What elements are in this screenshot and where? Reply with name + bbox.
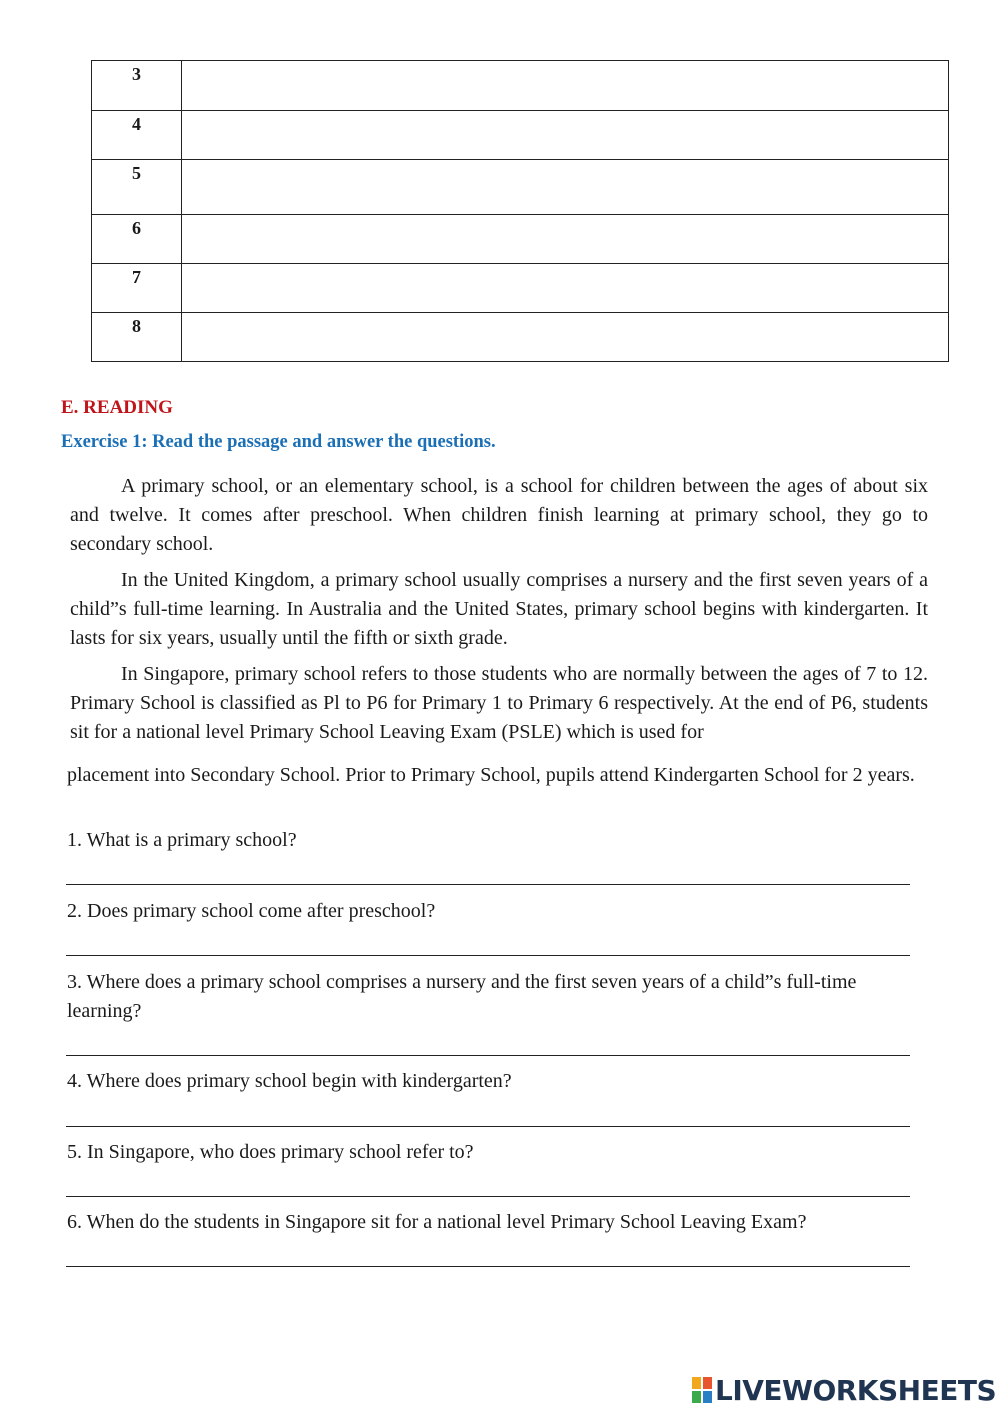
- answer-line-5[interactable]: [66, 1196, 910, 1197]
- row-number: 3: [92, 61, 182, 111]
- answer-line-3[interactable]: [66, 1055, 910, 1056]
- question-2: 2. Does primary school come after preschool?: [67, 900, 436, 922]
- question-1: 1. What is a primary school?: [67, 829, 297, 851]
- exercise-title: Exercise 1: Read the passage and answer the questions.: [61, 432, 496, 452]
- table-row: [92, 264, 949, 313]
- table-row: [92, 111, 949, 160]
- answer-line-4[interactable]: [66, 1126, 910, 1127]
- passage-paragraph-3: In Singapore, primary school refers to those students who are normally between the ages of 7 to 12. Primary School is classified as Pl to P6 for Primary 1 to Primary 6 respectively. At the end of P6, students sit for a national level Primary School Leaving Exam (PSLE) which is used for: [70, 663, 928, 743]
- answer-cell[interactable]: [182, 160, 949, 215]
- passage-paragraph-4: placement into Secondary School. Prior to Primary School, pupils attend Kindergarten School for 2 years.: [67, 764, 915, 786]
- row-number: 5: [92, 160, 182, 215]
- table-row: [92, 215, 949, 264]
- row-number: 6: [92, 215, 182, 264]
- table-row: [92, 61, 949, 111]
- answer-table: [91, 60, 949, 362]
- liveworksheets-logo-icon: [692, 1377, 712, 1403]
- question-5: 5. In Singapore, who does primary school refer to?: [67, 1141, 474, 1163]
- answer-cell[interactable]: [182, 264, 949, 313]
- answer-line-2[interactable]: [66, 955, 910, 956]
- section-title: E. READING: [61, 397, 173, 418]
- answer-cell[interactable]: [182, 61, 949, 111]
- question-4: 4. Where does primary school begin with kindergarten?: [67, 1070, 512, 1092]
- answer-line-1[interactable]: [66, 884, 910, 885]
- table-row: [92, 313, 949, 362]
- question-6: 6. When do the students in Singapore sit for a national level Primary School Leaving Exam?: [67, 1211, 807, 1233]
- table-row: [92, 160, 949, 215]
- row-number: 4: [92, 111, 182, 160]
- answer-cell[interactable]: [182, 111, 949, 160]
- answer-line-6[interactable]: [66, 1266, 910, 1267]
- passage-paragraph-1: A primary school, or an elementary school, is a school for children between the ages of about six and twelve. It comes after preschool. When children finish learning at primary school, they go to secondary school.: [70, 475, 928, 555]
- row-number: 7: [92, 264, 182, 313]
- passage-paragraph-2: In the United Kingdom, a primary school usually comprises a nursery and the first seven years of a child”s full-time learning. In Australia and the United States, primary school begins with kindergarten. It lasts for six years, usually until the fifth or sixth grade.: [70, 569, 928, 649]
- question-3: 3. Where does a primary school comprises a nursery and the first seven years of a child”s full-time learning?: [67, 971, 857, 1022]
- logo-text: LIVEWORKSHEETS: [715, 1373, 997, 1407]
- liveworksheets-logo[interactable]: [692, 1374, 996, 1406]
- row-number: 8: [92, 313, 182, 362]
- answer-cell[interactable]: [182, 215, 949, 264]
- answer-cell[interactable]: [182, 313, 949, 362]
